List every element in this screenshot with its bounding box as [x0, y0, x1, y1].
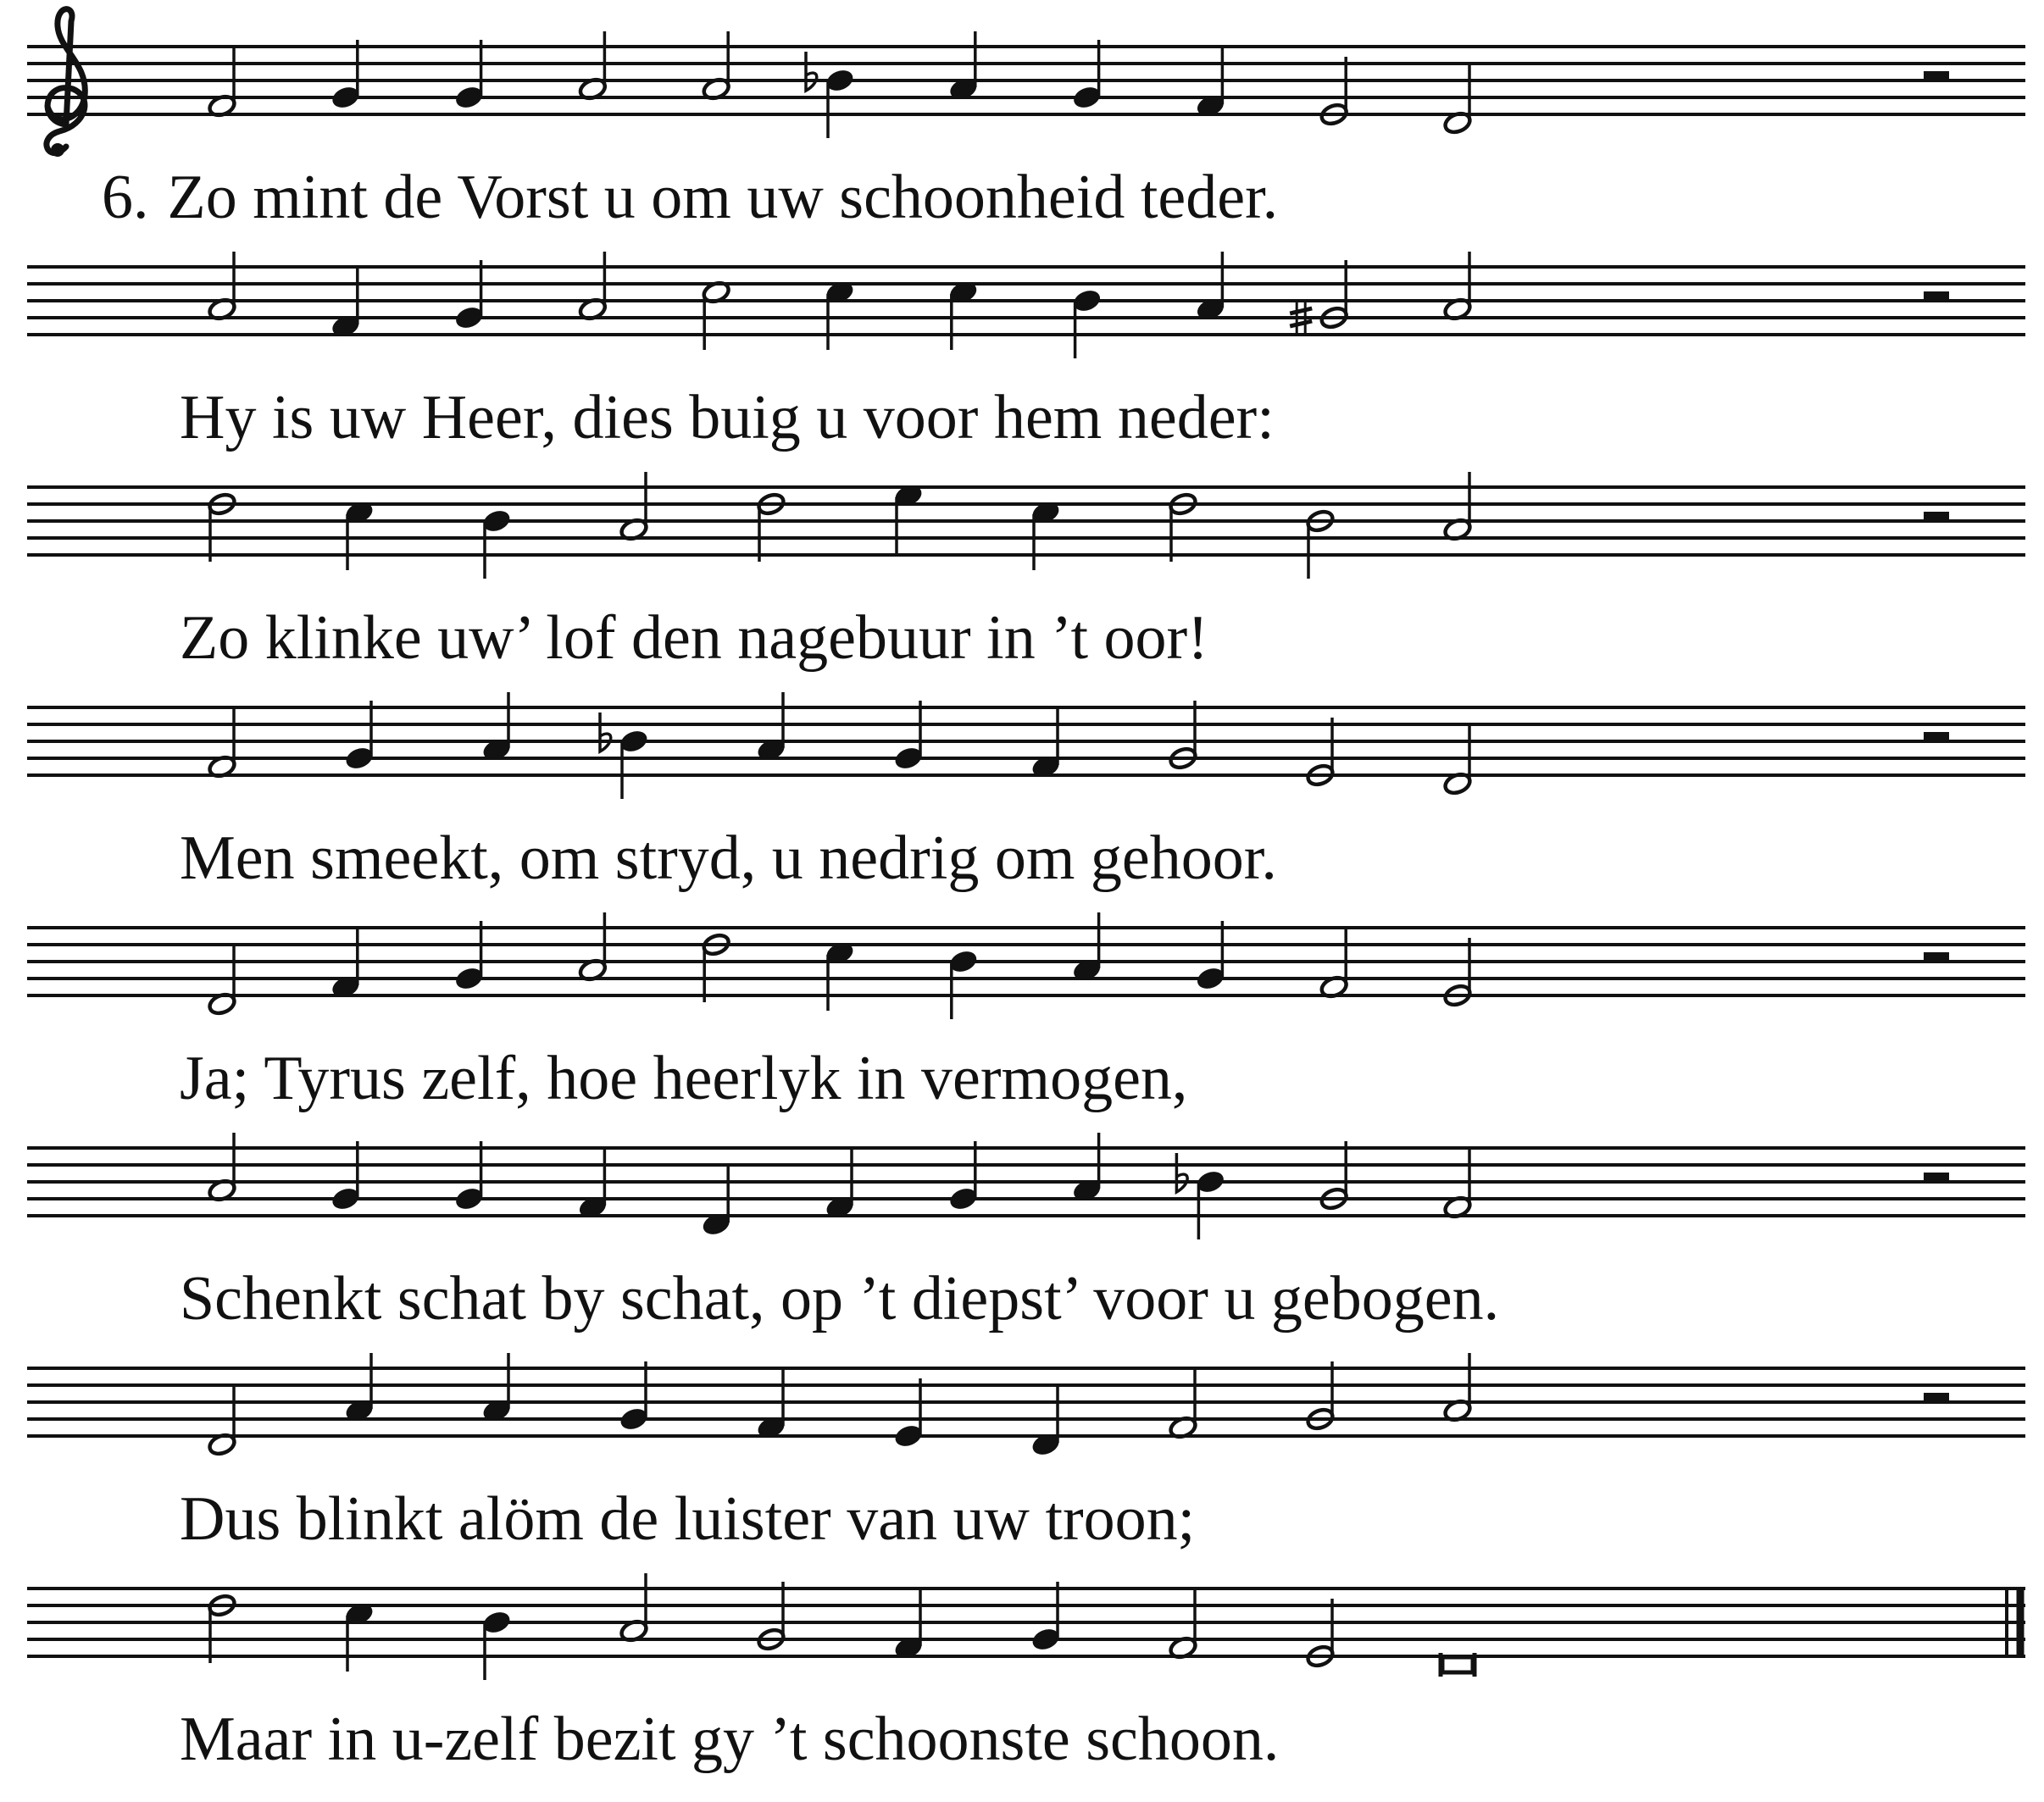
lyric-line-2: [180, 383, 1275, 452]
lyric-line-1: [102, 163, 1279, 232]
lyric-line-6: [180, 1264, 1500, 1333]
lyric-line-5: [180, 1044, 1188, 1113]
lyric-line-8: [180, 1705, 1280, 1774]
lyric-text: Maar in u-zelf bezit gy ’t schoonste schoon.: [180, 1705, 1280, 1774]
lyric-text: Ja; Tyrus zelf, hoe heerlyk in vermogen,: [180, 1044, 1188, 1113]
lyric-text: Hy is uw Heer, dies buig u voor hem neder:: [180, 383, 1275, 452]
lyric-text: Dus blinkt alöm de luister van uw troon;: [180, 1484, 1196, 1554]
verse-number: 6.: [102, 163, 149, 232]
lyric-text: Zo klinke uw’ lof den nagebuur in ’t oor!: [180, 603, 1208, 673]
lyric-line-7: [180, 1484, 1196, 1554]
lyric-line-4: [180, 823, 1277, 893]
lyric-text: Schenkt schat by schat, op ’t diepst’ voor u gebogen.: [180, 1264, 1500, 1333]
lyric-line-3: [180, 603, 1208, 673]
lyric-text: Zo mint de Vorst u om uw schoonheid teder.: [167, 163, 1279, 232]
lyric-text: Men smeekt, om stryd, u nedrig om gehoor.: [180, 823, 1277, 893]
